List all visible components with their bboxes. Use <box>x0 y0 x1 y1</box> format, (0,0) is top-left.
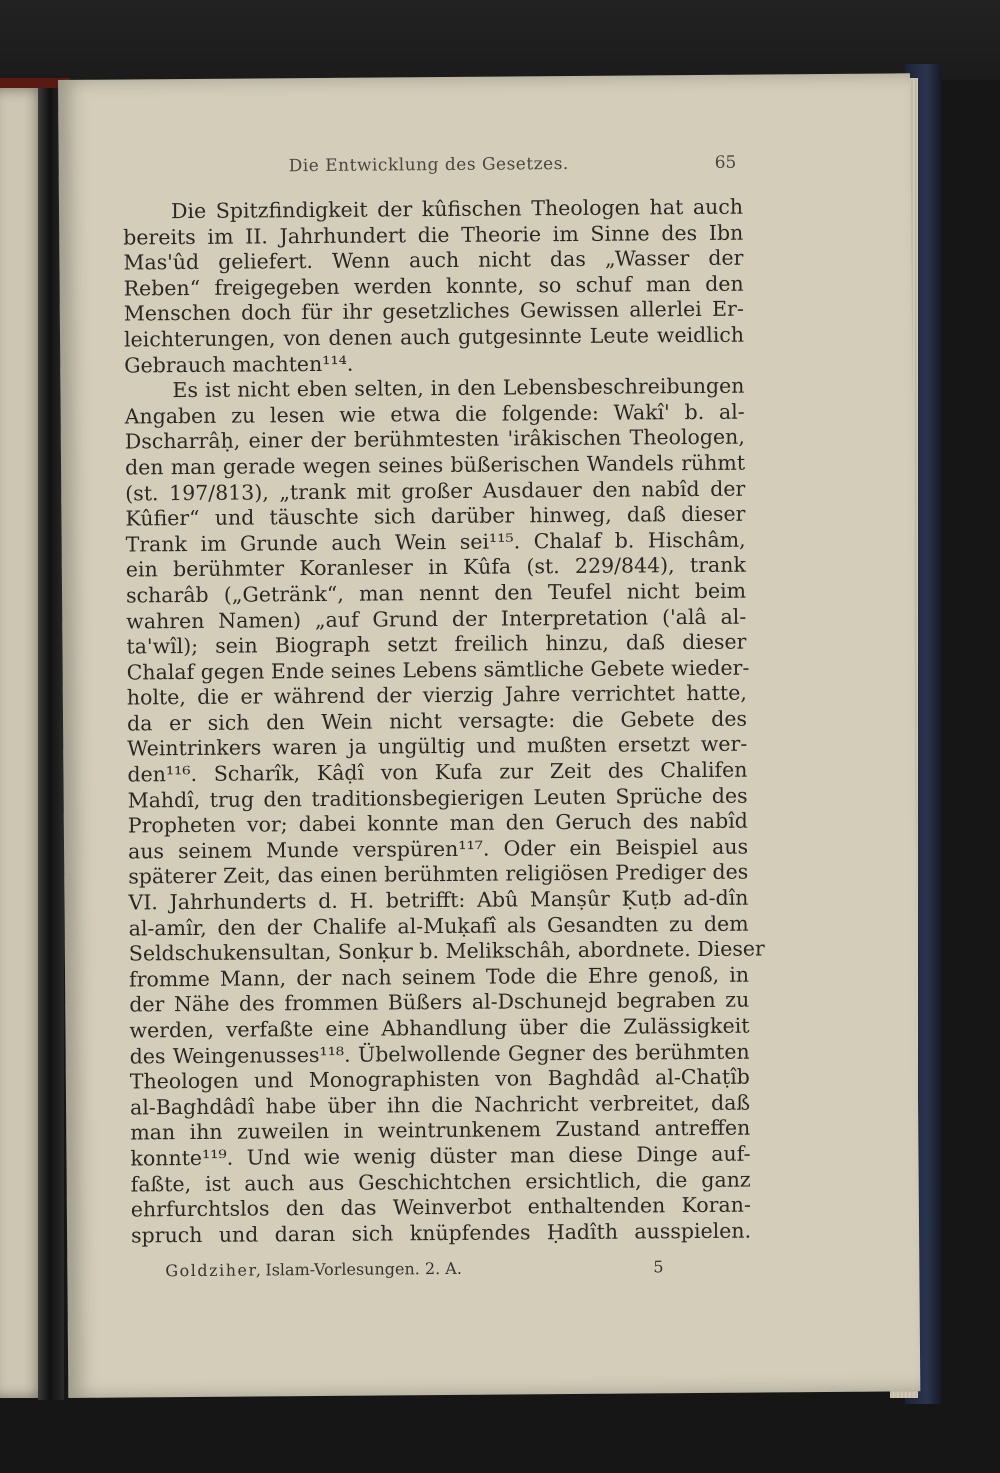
text-line: al-Baghdâdî habe über ihn die Nachricht verbreitet, daß <box>129 1090 751 1120</box>
body-text <box>123 194 765 1249</box>
text-line: holte, die er während der vierzig Jahre verrichtet hatte, <box>126 680 747 710</box>
running-title: Die Entwicklung des Gesetzes. <box>288 153 569 177</box>
text-line: Gebrauch machten¹¹⁴. <box>124 351 354 378</box>
text-line: Menschen doch für ihr gesetzliches Gewissen allerlei Er- <box>123 296 744 326</box>
text-line: (st. 197/813), „trank mit großer Ausdauer den nabîd der <box>125 476 746 506</box>
text-line: leichterungen, von denen auch gutgesinnte Leute weidlich <box>123 322 745 352</box>
text-line: Die Spitzfindigkeit der kûfischen Theologen hat auch <box>170 194 744 224</box>
text-line: Angaben zu lesen wie etwa die folgende: Wakî' b. al- <box>124 399 745 429</box>
text-line: des Weingenusses¹¹⁸. Übelwollende Gegner des berühmten <box>129 1039 750 1069</box>
text-line: al-amîr, den der Chalife al-Muḳafî als Gesandten zu dem <box>128 911 749 941</box>
text-line: Theologen und Monographisten von Baghdâd al-Chaṭîb <box>129 1064 750 1094</box>
text-line: Seldschukensultan, Sonḳur b. Melikschâh, abordnete. Dieser <box>128 936 765 966</box>
text-line: faßte, ist auch aus Geschichtchen ersichtlich, die ganz <box>130 1167 751 1197</box>
text-line: ein berühmter Koranleser in Kûfa (st. 229/844), trank <box>125 552 746 582</box>
text-line: Weintrinkers waren ja ungültig und mußten ersetzt wer- <box>127 732 748 761</box>
text-line: konnte¹¹⁹. Und wie wenig düster man diese Dinge auf- <box>130 1141 751 1171</box>
footer-title: Islam-Vorlesungen. 2. A. <box>265 1258 462 1280</box>
text-line: Es ist nicht eben selten, in den Lebensbeschreibungen <box>172 373 745 403</box>
text-line: ta'wîl); sein Biograph setzt freilich hinzu, daß dieser <box>126 629 747 659</box>
text-line: ehrfurchtslos den das Weinverbot enthaltenden Koran- <box>130 1192 751 1222</box>
text-line: da er sich den Wein nicht versagte: die Gebete des <box>126 706 748 736</box>
text-line: scharâb („Getränk“, man nennt den Teufel nicht beim <box>125 578 747 608</box>
page-header <box>59 151 911 184</box>
text-line: Trank im Grunde auch Wein sei¹¹⁵. Chalaf b. Hischâm, <box>125 527 746 557</box>
text-line: aus seinem Munde verspüren¹¹⁷. Oder ein Beispiel aus <box>127 834 749 864</box>
page-number: 65 <box>714 152 737 173</box>
text-line: Mas'ûd geliefert. Wenn auch nicht das „Wasser der <box>123 245 744 275</box>
page-footer <box>165 1256 765 1285</box>
text-line: Chalaf gegen Ende seines Lebens sämtliche Gebete wieder- <box>126 655 750 685</box>
text-line: wahren Namen) „auf Grund der Interpretation ('alâ al- <box>126 604 747 633</box>
signature-mark: 5 <box>653 1257 664 1277</box>
text-line: Mahdî, trug den traditionsbegierigen Leuten Sprüche des <box>127 783 748 813</box>
text-line: späterer Zeit, das einen berühmten religiösen Prediger des <box>128 860 749 889</box>
footer-author: Goldziher, <box>165 1260 263 1281</box>
book-page <box>58 73 920 1398</box>
text-line: fromme Mann, der nach seinem Tode die Ehre genoß, in <box>128 962 750 992</box>
text-line: Dscharrâḥ, einer der berühmtesten 'irâkischen Theologen, <box>124 424 745 454</box>
text-line: VI. Jahrhunderts d. H. betrifft: Abû Manṣûr Ḳuṭb ad-dîn <box>128 885 749 915</box>
text-line: werden, verfaßte eine Abhandlung über die Zulässigkeit <box>129 1013 750 1043</box>
background <box>0 0 1000 80</box>
text-line: spruch und daran sich knüpfendes Ḥadîth ausspielen. <box>130 1218 752 1248</box>
text-line: bereits im II. Jahrhundert die Theorie im Sinne des Ibn <box>123 220 744 250</box>
text-line: Propheten vor; dabei konnte man den Geruch des nabîd <box>127 808 748 838</box>
text-line: den man gerade wegen seines büßerischen Wandels rühmt <box>124 450 746 480</box>
text-line: Kûfier“ und täuschte sich darüber hinweg, daß dieser <box>125 501 746 531</box>
text-line: man ihn zuweilen in weintrunkenem Zustand antreffen <box>130 1115 751 1145</box>
text-line: der Nähe des frommen Büßers al-Dschunejd begraben zu <box>129 988 750 1017</box>
text-line: Reben“ freigegeben werden konnte, so schuf man den <box>123 271 744 301</box>
text-line: den¹¹⁶. Scharîk, Kâḍî von Kufa zur Zeit des Chalifen <box>127 757 748 787</box>
